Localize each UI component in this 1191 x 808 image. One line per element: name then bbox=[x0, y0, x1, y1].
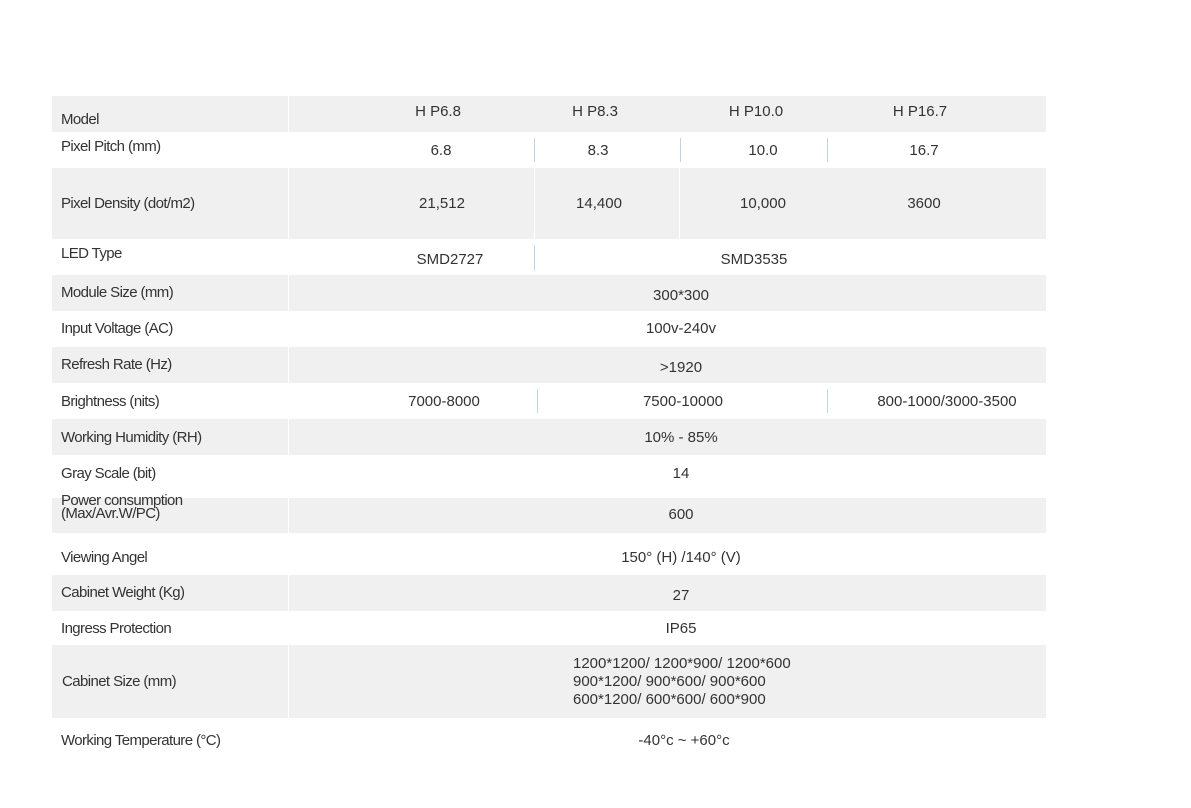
pixel-pitch-value-4: 16.7 bbox=[909, 141, 939, 159]
brightness-label: Brightness (nits) bbox=[61, 392, 160, 410]
model-value-4: H P16.7 bbox=[892, 102, 948, 120]
input-voltage-value: 100v-240v bbox=[645, 319, 717, 337]
working-humidity-label: Working Humidity (RH) bbox=[61, 428, 202, 446]
power-consumption-value: 600 bbox=[668, 506, 694, 523]
cabinet-size-line-1: 1200*1200/ 1200*900/ 1200*600 bbox=[573, 654, 791, 672]
module-size-value: 300*300 bbox=[653, 286, 709, 304]
row-input-voltage bbox=[52, 311, 1046, 347]
pixel-pitch-value-2: 8.3 bbox=[587, 141, 609, 159]
row-pixel-pitch bbox=[52, 132, 1046, 168]
cabinet-size-label: Cabinet Size (mm) bbox=[62, 673, 176, 690]
row-pixel-density bbox=[52, 168, 1046, 239]
working-temperature-value: -40°c ~ +60°c bbox=[638, 731, 730, 749]
model-value-3: H P10.0 bbox=[728, 102, 784, 120]
brightness-value-3: 800-1000/3000-3500 bbox=[877, 392, 1017, 410]
column-divider bbox=[534, 168, 535, 239]
row-led-type bbox=[52, 239, 1046, 275]
row-viewing-angle bbox=[52, 539, 1046, 575]
brightness-value-2: 7500-10000 bbox=[642, 392, 724, 410]
viewing-angle-value: 150° (H) /140° (V) bbox=[621, 548, 741, 566]
row-refresh-rate bbox=[52, 347, 1046, 383]
model-value-1: H P6.8 bbox=[415, 102, 461, 120]
pixel-density-value-3: 10,000 bbox=[740, 195, 786, 212]
cabinet-size-value bbox=[573, 645, 833, 718]
pixel-density-label: Pixel Density (dot/m2) bbox=[61, 195, 195, 212]
row-model bbox=[52, 96, 1046, 132]
column-divider bbox=[288, 168, 289, 239]
row-module-size bbox=[52, 275, 1046, 311]
cell-divider bbox=[534, 245, 535, 271]
row-brightness bbox=[52, 383, 1046, 419]
cell-divider bbox=[827, 138, 828, 162]
column-divider bbox=[288, 645, 289, 718]
led-type-label: LED Type bbox=[61, 244, 122, 262]
viewing-angle-label: Viewing Angel bbox=[61, 548, 148, 566]
cabinet-size-line-2: 900*1200/ 900*600/ 900*600 bbox=[573, 672, 766, 690]
input-voltage-label: Input Voltage (AC) bbox=[61, 319, 173, 337]
cabinet-weight-value: 27 bbox=[672, 586, 690, 604]
cabinet-size-line-3: 600*1200/ 600*600/ 600*900 bbox=[573, 690, 766, 708]
power-consumption-label bbox=[61, 494, 183, 529]
cell-divider bbox=[534, 138, 535, 162]
row-gray-scale bbox=[52, 455, 1046, 491]
pixel-density-value-2: 14,400 bbox=[576, 195, 622, 212]
led-type-value-1: SMD2727 bbox=[416, 250, 484, 268]
pixel-pitch-value-1: 6.8 bbox=[430, 141, 452, 159]
module-size-label: Module Size (mm) bbox=[61, 283, 174, 301]
working-temperature-label: Working Temperature (°C) bbox=[61, 731, 221, 749]
pixel-density-value-4: 3600 bbox=[907, 195, 941, 212]
pixel-pitch-value-3: 10.0 bbox=[748, 141, 778, 159]
cell-divider bbox=[827, 389, 828, 413]
cabinet-weight-label: Cabinet Weight (Kg) bbox=[61, 583, 185, 601]
refresh-rate-label: Refresh Rate (Hz) bbox=[61, 355, 172, 373]
led-type-value-2: SMD3535 bbox=[720, 250, 788, 268]
row-cabinet-size bbox=[52, 645, 1046, 718]
row-cabinet-weight bbox=[52, 575, 1046, 611]
power-consumption-label-line1: Power consumption bbox=[61, 492, 183, 509]
refresh-rate-value: >1920 bbox=[659, 358, 703, 376]
power-consumption-label-line2: (Max/Avr.W/PC) bbox=[61, 505, 160, 522]
brightness-value-1: 7000-8000 bbox=[408, 392, 480, 410]
working-humidity-value: 10% - 85% bbox=[644, 428, 718, 446]
model-label: Model bbox=[61, 110, 99, 128]
column-divider bbox=[679, 168, 680, 239]
pixel-density-value-1: 21,512 bbox=[419, 195, 465, 212]
ingress-protection-label: Ingress Protection bbox=[61, 619, 172, 637]
gray-scale-value: 14 bbox=[672, 464, 690, 482]
row-ingress-protection bbox=[52, 611, 1046, 645]
gray-scale-label: Gray Scale (bit) bbox=[61, 464, 156, 482]
row-working-humidity bbox=[52, 419, 1046, 455]
column-divider bbox=[288, 96, 289, 132]
row-working-temperature bbox=[52, 718, 1046, 762]
model-value-2: H P8.3 bbox=[572, 102, 618, 120]
cell-divider bbox=[537, 389, 538, 413]
cell-divider bbox=[680, 138, 681, 162]
row-power-consumption bbox=[52, 492, 1046, 533]
ingress-protection-value: IP65 bbox=[665, 619, 697, 637]
pixel-pitch-label: Pixel Pitch (mm) bbox=[61, 137, 161, 155]
